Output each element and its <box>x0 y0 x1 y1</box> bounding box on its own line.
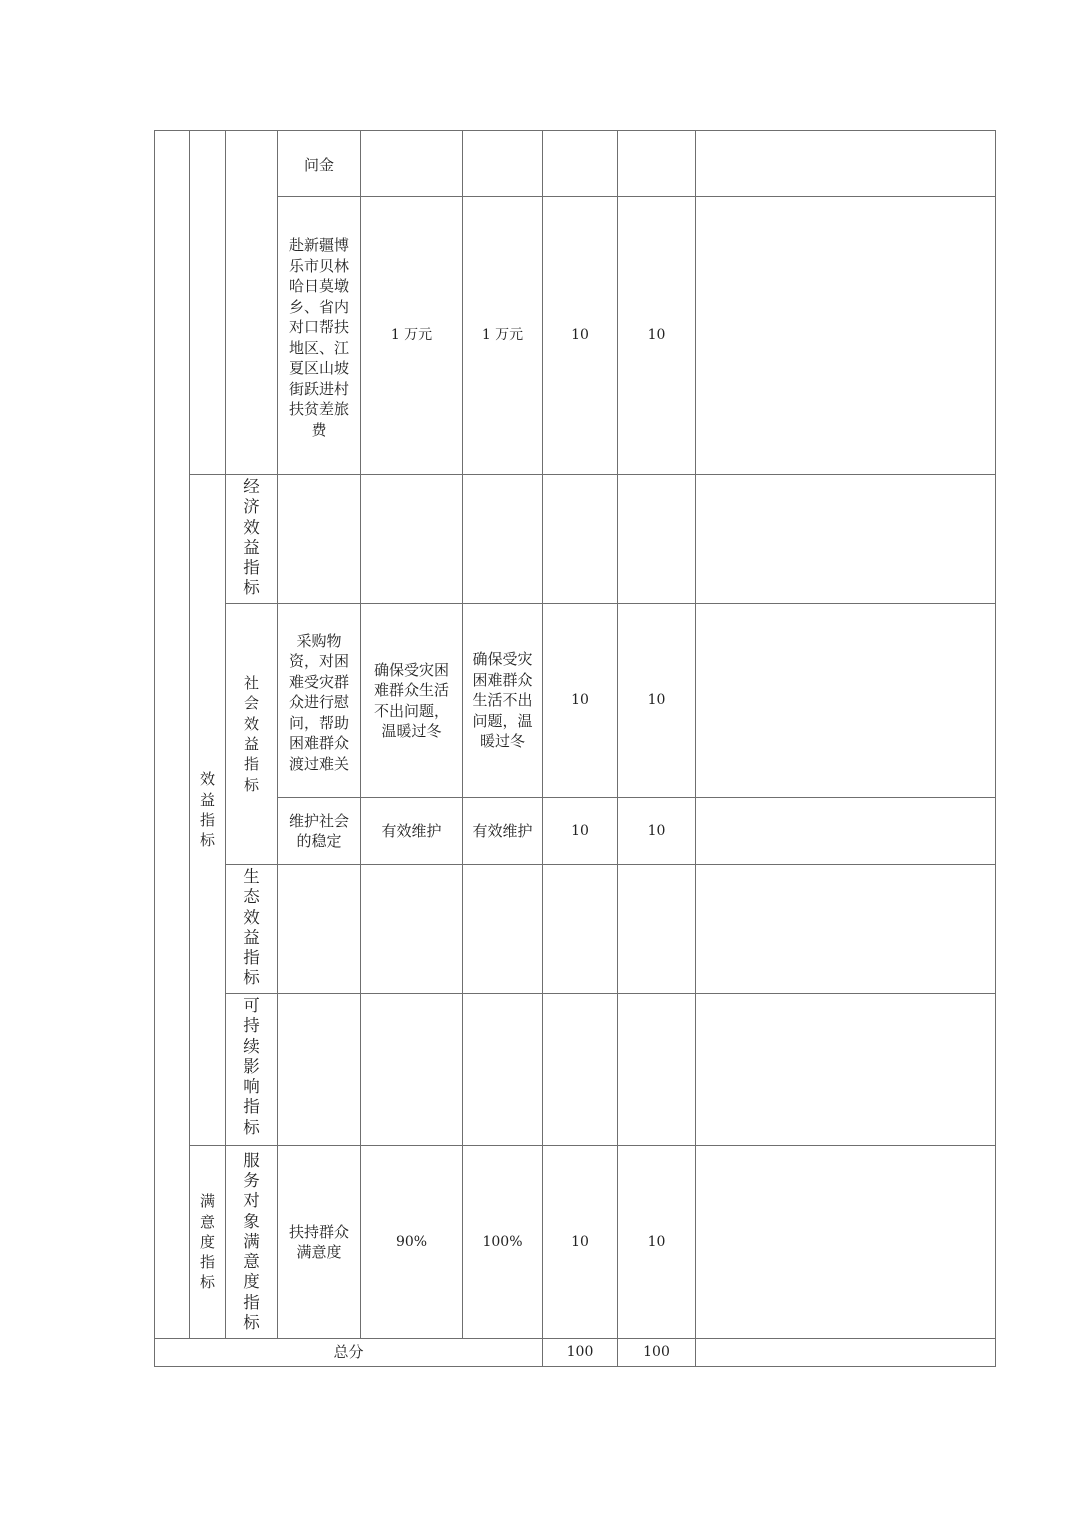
remark-cell <box>696 131 996 197</box>
target-value <box>361 475 463 604</box>
table-row <box>155 197 996 475</box>
remark-cell <box>696 798 996 865</box>
sustainable-impact-label: 可持续影响指标 <box>226 994 278 1146</box>
table-row <box>155 475 996 604</box>
actual-value <box>463 994 543 1146</box>
indicator-name <box>278 865 361 994</box>
target-value <box>361 131 463 197</box>
performance-table <box>154 130 996 1367</box>
total-label: 总分 <box>155 1339 543 1367</box>
level2-cell <box>190 131 226 475</box>
table-row <box>155 604 996 798</box>
benefit-indicator-label: 效益指标 <box>190 475 226 1146</box>
score-value <box>618 131 696 197</box>
actual-value: 有效维护 <box>463 798 543 865</box>
indicator-name <box>278 475 361 604</box>
table-row <box>155 865 996 994</box>
weight-value <box>543 865 618 994</box>
remark-cell <box>696 475 996 604</box>
score-value: 10 <box>618 798 696 865</box>
weight-value <box>543 994 618 1146</box>
score-value: 10 <box>618 197 696 475</box>
table-row <box>155 1146 996 1339</box>
table-row <box>155 798 996 865</box>
table-row <box>155 131 996 197</box>
remark-cell <box>696 1339 996 1367</box>
score-value <box>618 865 696 994</box>
actual-value: 1 万元 <box>463 197 543 475</box>
remark-cell <box>696 994 996 1146</box>
social-benefit-label: 社会效益指标 <box>226 604 278 865</box>
total-row <box>155 1339 996 1367</box>
score-value <box>618 994 696 1146</box>
level1-cell <box>155 131 190 1339</box>
weight-value: 10 <box>543 604 618 798</box>
target-value <box>361 865 463 994</box>
score-value: 10 <box>618 1146 696 1339</box>
target-value: 有效维护 <box>361 798 463 865</box>
target-value: 1 万元 <box>361 197 463 475</box>
economic-benefit-label: 经济效益指标 <box>226 475 278 604</box>
weight-value: 10 <box>543 798 618 865</box>
target-value: 确保受灾困难群众生活不出问题，温暖过冬 <box>361 604 463 798</box>
score-value <box>618 475 696 604</box>
actual-value <box>463 475 543 604</box>
actual-value: 确保受灾困难群众生活不出问题，温暖过冬 <box>463 604 543 798</box>
weight-value: 10 <box>543 1146 618 1339</box>
remark-cell <box>696 865 996 994</box>
target-value: 90% <box>361 1146 463 1339</box>
indicator-name <box>278 994 361 1146</box>
remark-cell <box>696 604 996 798</box>
actual-value <box>463 865 543 994</box>
target-value <box>361 994 463 1146</box>
indicator-name: 采购物资，对困难受灾群众进行慰问，帮助困难群众渡过难关 <box>278 604 361 798</box>
actual-value <box>463 131 543 197</box>
satisfaction-indicator-label: 满意度指标 <box>190 1146 226 1339</box>
score-value: 10 <box>618 604 696 798</box>
indicator-name: 维护社会的稳定 <box>278 798 361 865</box>
level3-cell <box>226 131 278 475</box>
table-row <box>155 994 996 1146</box>
service-satisfaction-label: 服务对象满意度指标 <box>226 1146 278 1339</box>
indicator-name: 赴新疆博乐市贝林哈日莫墩乡、省内对口帮扶地区、江夏区山坡街跃进村扶贫差旅费 <box>278 197 361 475</box>
total-score: 100 <box>618 1339 696 1367</box>
ecological-benefit-label: 生态效益指标 <box>226 865 278 994</box>
weight-value: 10 <box>543 197 618 475</box>
remark-cell <box>696 1146 996 1339</box>
weight-value <box>543 131 618 197</box>
indicator-name: 问金 <box>278 131 361 197</box>
total-weight: 100 <box>543 1339 618 1367</box>
actual-value: 100% <box>463 1146 543 1339</box>
indicator-name: 扶持群众满意度 <box>278 1146 361 1339</box>
weight-value <box>543 475 618 604</box>
remark-cell <box>696 197 996 475</box>
